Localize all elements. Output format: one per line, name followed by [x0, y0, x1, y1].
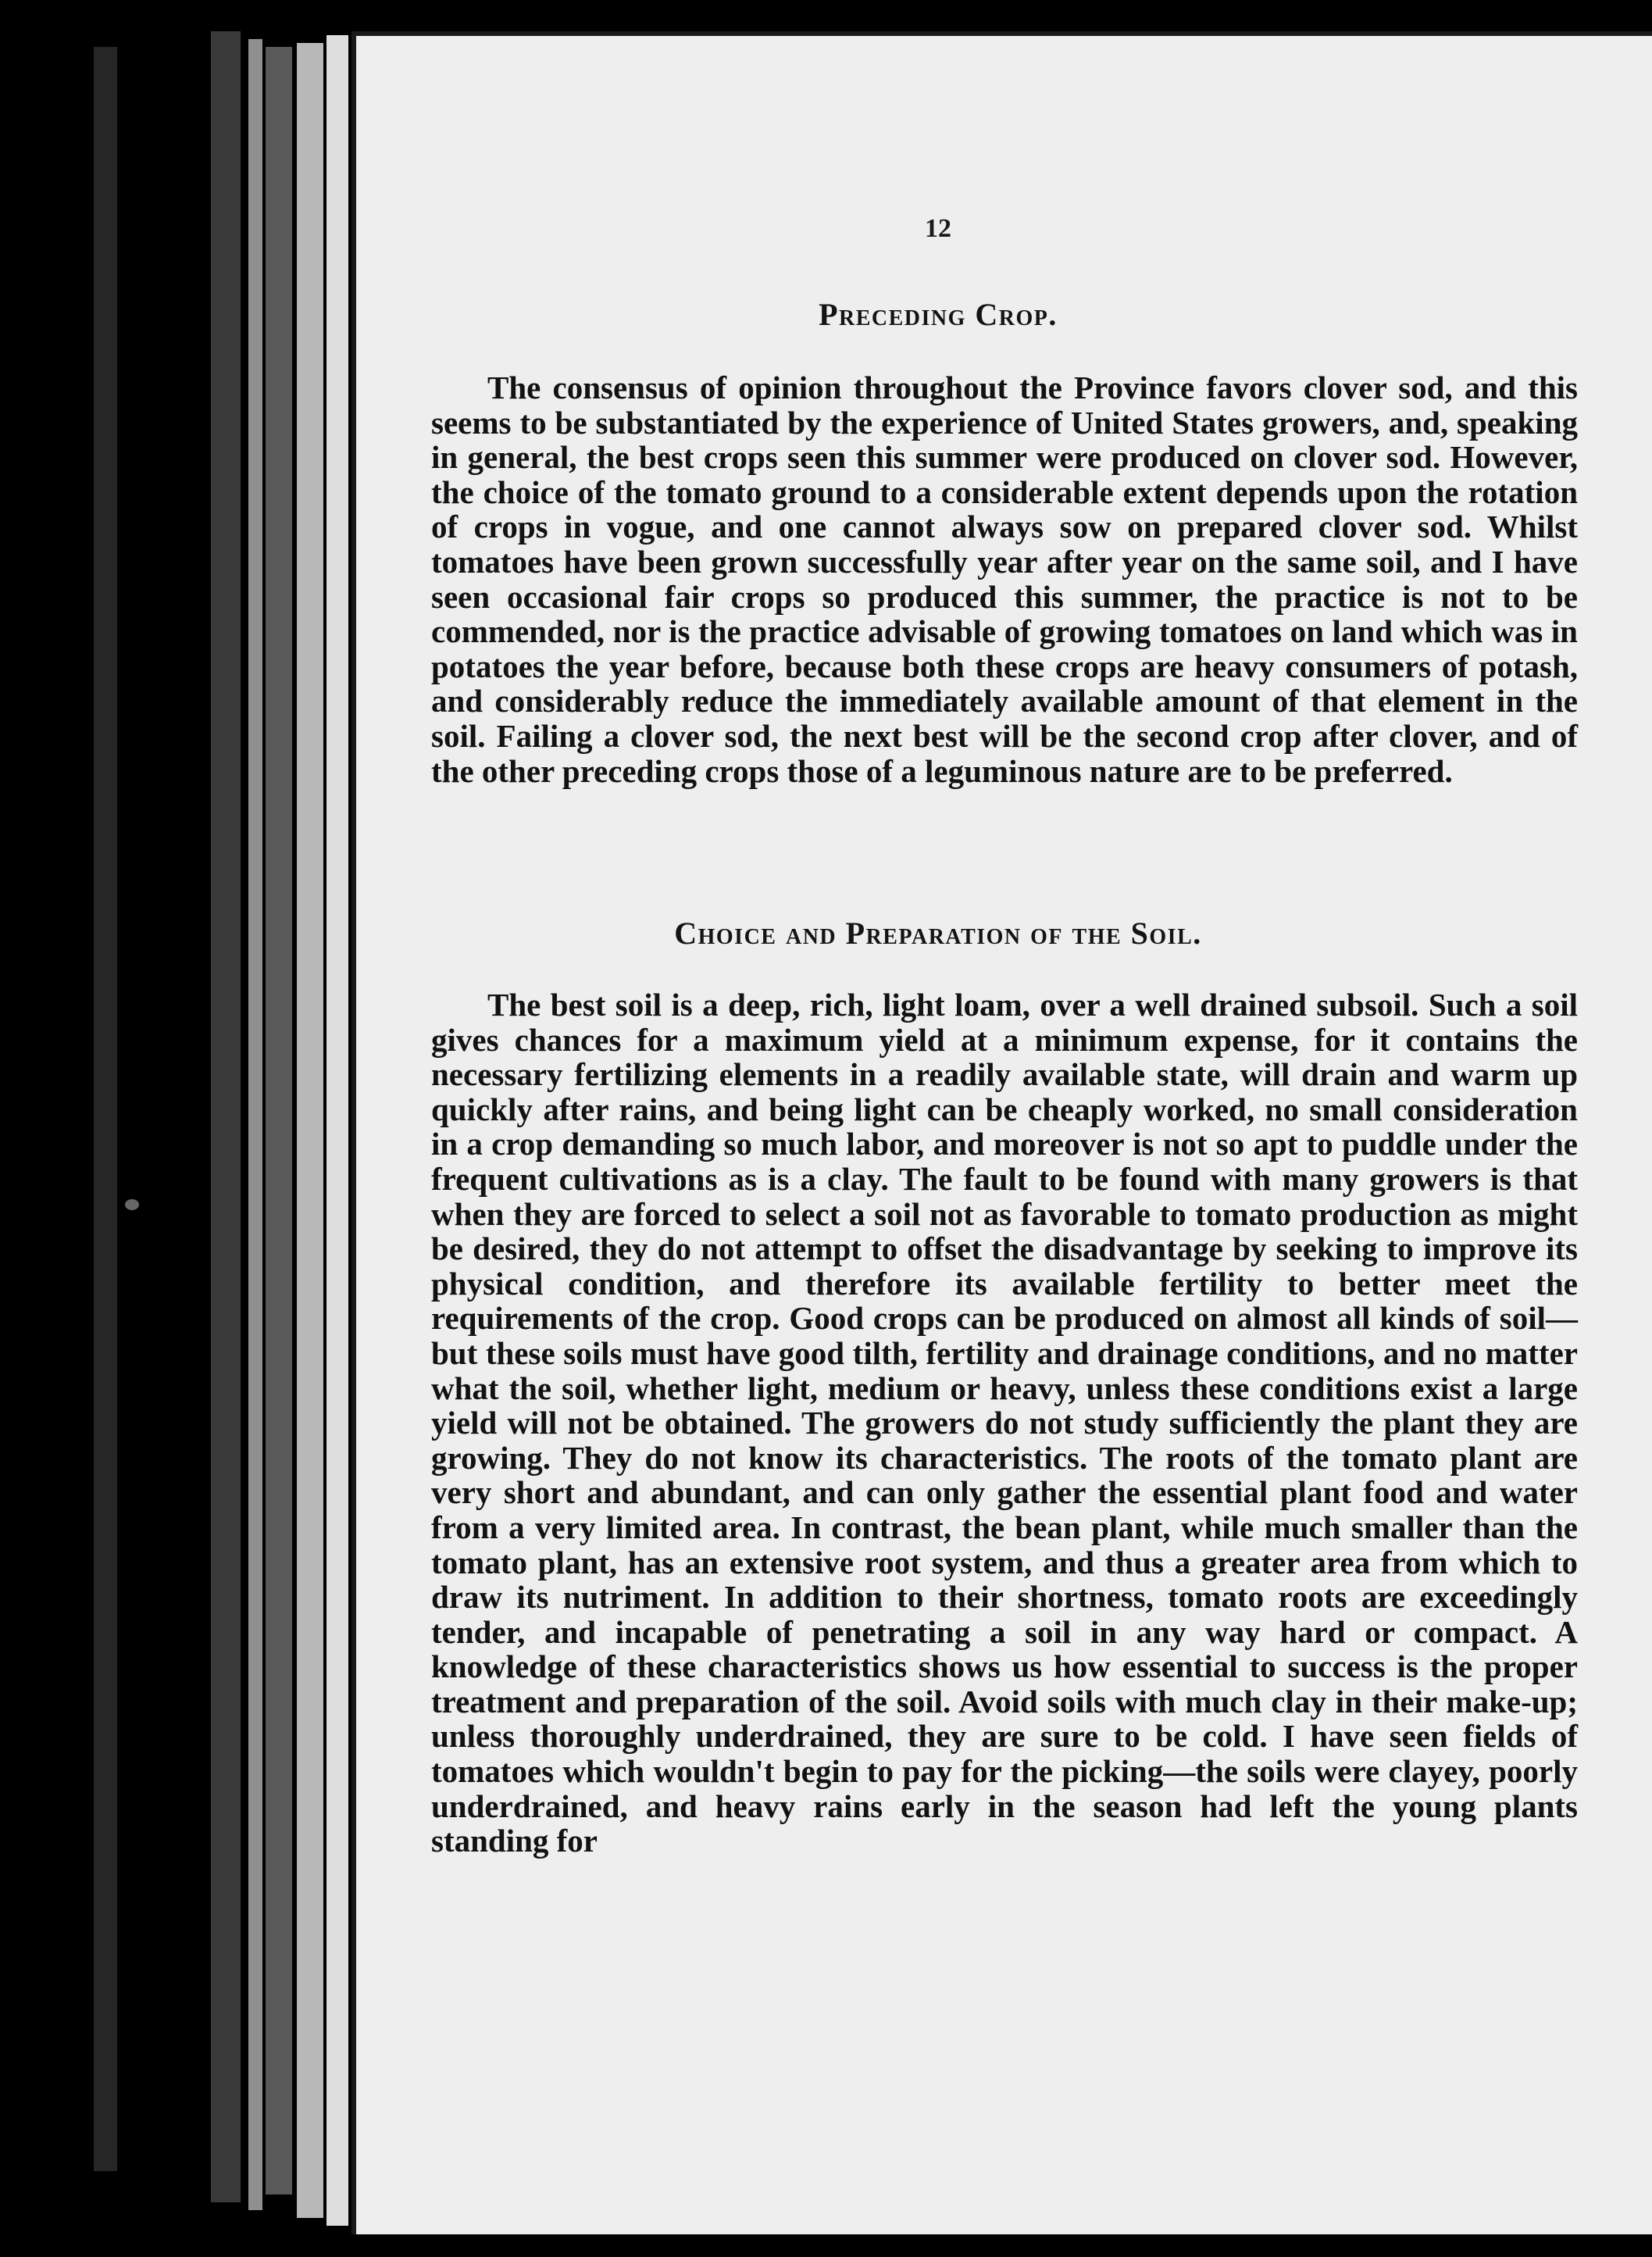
page-stack-edge	[211, 31, 241, 2202]
book-page	[351, 31, 1652, 2234]
page-stack-edge	[326, 35, 348, 2226]
paragraph-preceding-crop: The consensus of opinion throughout the Province favors clover sod, and this seems to be substantiated by the experience of United States growers, and, speaking in general, the best crops seen this summer were produced on clover sod. However, the choice of the tomato ground to a considerable extent depends upon the rotation of crops in vogue, and one cannot always sow on prepared clover sod. Whilst tomatoes have been grown successfully year after year on the same soil, and I have seen occasional fair crops so produced this summer, the practice is not to be commended, nor is the practice advisable of growing tomatoes on land which was in potatoes the year before, because both these crops are heavy consumers of potash, and considerably reduce the immediately available amount of that element in the soil. Failing a clover sod, the next best will be the second crop after clover, and of the other preceding crops those of a leguminous nature are to be preferred.	[431, 370, 1578, 789]
page-stack-edge	[297, 43, 323, 2218]
book-binding-edge	[94, 47, 117, 2171]
page-stack-edge	[266, 47, 292, 2195]
page-stack-edge	[248, 39, 262, 2210]
dust-speck	[125, 1199, 139, 1210]
paragraph-choice-of-soil: The best soil is a deep, rich, light loam, over a well drained subsoil. Such a soil gives chances for a maximum yield at a minimum expense, for it contains the necessary fertilizing elements in a readily available state, will drain and warm up quickly after rains, and being light can be cheaply worked, no small consideration in a crop demanding so much labor, and moreover is not so apt to puddle under the frequent cultivations as is a clay. The fault to be found with many growers is that when they are forced to select a soil not as favorable to tomato production as might be desired, they do not attempt to offset the disadvantage by seeking to improve its physical condition, and therefore its available fertility to better meet the requirements of the crop. Good crops can be produced on almost all kinds of soil—but these soils must have good tilth, fertility and drainage conditions, and no matter what the soil, whether light, medium or heavy, unless these conditions exist a large yield will not be obtained. The growers do not study sufficiently the plant they are growing. They do not know its characteristics. The roots of the tomato plant are very short and abundant, and can only gather the essential plant food and water from a very limited area. In contrast, the bean plant, while much smaller than the tomato plant, has an extensive root system, and thus a greater area from which to draw its nutriment. In addition to their shortness, tomato roots are exceedingly tender, and incapable of penetrating a soil in any way hard or compact. A knowledge of these characteristics shows us how essential to success is the proper treatment and preparation of the soil. Avoid soils with much clay in their make-up; unless thoroughly underdrained, they are sure to be cold. I have seen fields of tomatoes which wouldn't begin to pay for the picking—the soils were clayey, poorly underdrained, and heavy rains early in the season had left the young plants standing for	[431, 987, 1578, 1859]
section-heading-choice-of-soil: Choice and Preparation of the Soil.	[674, 916, 1202, 951]
page-number: 12	[925, 214, 951, 243]
section-heading-preceding-crop: Preceding Crop.	[819, 297, 1058, 332]
